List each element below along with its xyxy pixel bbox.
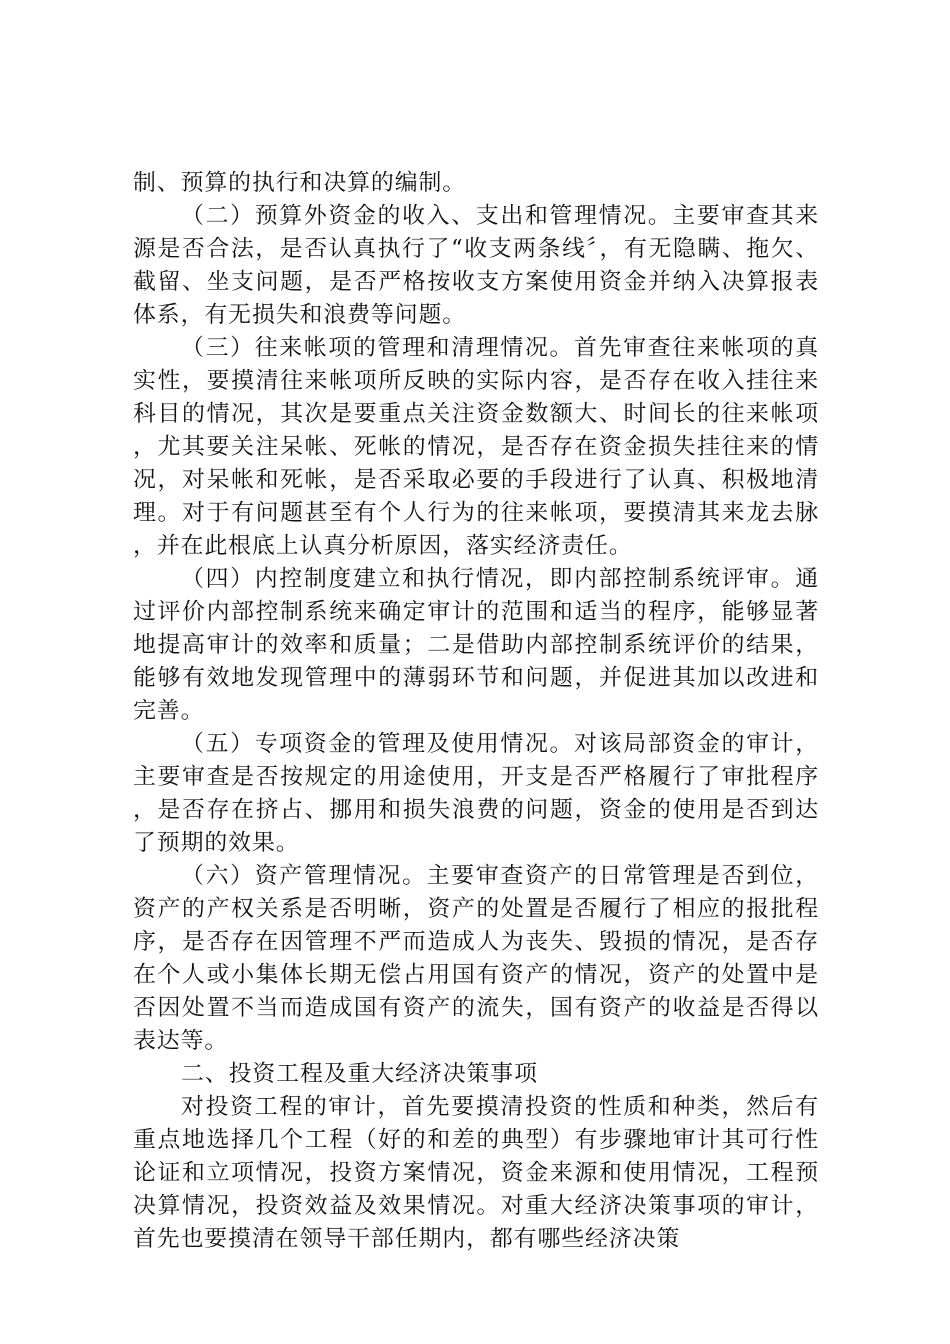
paragraph-current-accounts: （三）往来帐项的管理和清理情况。首先审查往来帐项的真实性，要摸清往来帐项所反映的实际内容，是否存在收入挂往来科目的情况，其次是要重点关注资金数额大、时间长的往来帐项，尤其要关注呆帐、死帐的情况，是否存在资金损失挂往来的情况，对呆帐和死帐，是否采取必要的手段进行了认真、积极地清理。对于有问题甚至有个人行为的往来帐项，要摸清其来龙去脉，并在此根底上认真分析原因，落实经济责任。 xyxy=(133,335,819,559)
paragraph-special-funds: （五）专项资金的管理及使用情况。对该局部资金的审计，主要审查是否按规定的用途使用，开支是否严格履行了审批程序，是否存在挤占、挪用和损失浪费的问题，资金的使用是否到达了预期的效果。 xyxy=(133,731,819,856)
paragraph-extrabudgetary-funds: （二）预算外资金的收入、支出和管理情况。主要审查其来源是否合法，是否认真执行了“收支两条线〞，有无隐瞒、拖欠、截留、坐支问题，是否严格按收支方案使用资金并纳入决算报表体系，有无损失和浪费等问题。 xyxy=(133,203,819,328)
section-heading-investment: 二、投资工程及重大经济决策事项 xyxy=(181,1061,538,1087)
paragraph-internal-control: （四）内控制度建立和执行情况，即内部控制系统评审。通过评价内部控制系统来确定审计的范围和适当的程序，能够显著地提高审计的效率和质量；二是借助内部控制系统评价的结果，能够有效地发现管理中的薄弱环节和问题，并促进其加以改进和完善。 xyxy=(133,566,819,724)
paragraph-continuation: 制、预算的执行和决算的编制。 xyxy=(133,170,467,196)
paragraph-asset-management: （六）资产管理情况。主要审查资产的日常管理是否到位，资产的产权关系是否明晰，资产的处置是否履行了相应的报批程序，是否存在因管理不严而造成人为丧失、毁损的情况，是否存在个人或小集体长期无偿占用国有资产的情况，资产的处置中是否因处置不当而造成国有资产的流失，国有资产的收益是否得以表达等。 xyxy=(133,863,819,1054)
document-page xyxy=(133,167,819,1256)
paragraph-investment-audit: 对投资工程的审计，首先要摸清投资的性质和种类，然后有重点地选择几个工程（好的和差的典型）有步骤地审计其可行性论证和立项情况，投资方案情况，资金来源和使用情况，工程预决算情况，投资效益及效果情况。对重大经济决策事项的审计，首先也要摸清在领导干部任期内，都有哪些经济决策 xyxy=(133,1094,819,1252)
